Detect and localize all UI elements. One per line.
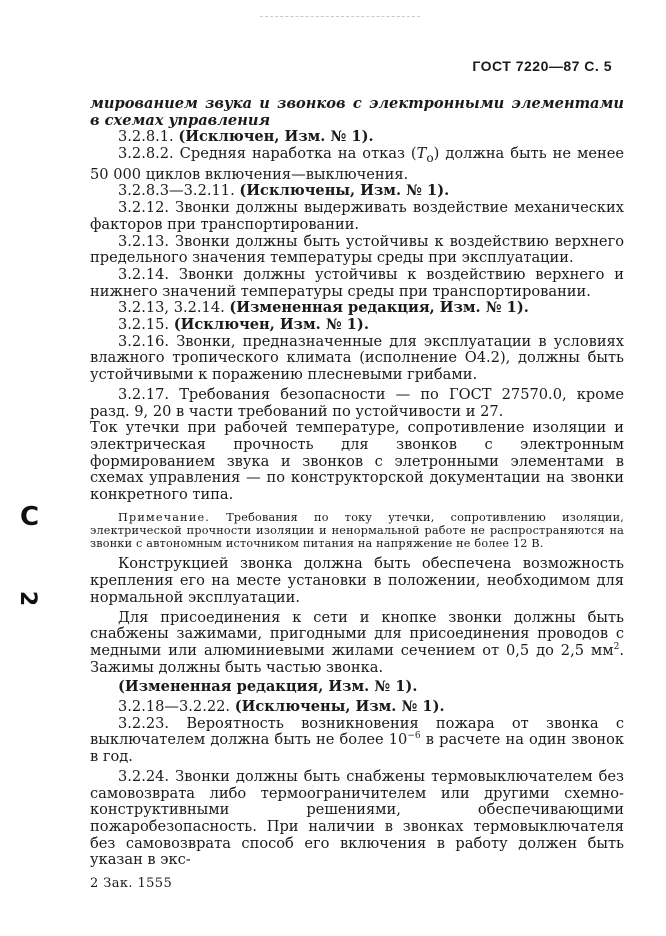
clause-number: 3.2.8.3—3.2.11. [118,182,235,200]
amendment-note: (Исключены, Изм. № 1). [239,182,450,200]
note [90,511,624,551]
clause-3-2-17: 3.2.17. Требования безопасности — по ГОСТ 27570.0, кроме разд. 9, 20 в части требований по устойчивости и 27. [90,385,624,420]
symbol-t: T [416,145,427,163]
clause-3-2-8-3 [90,183,624,200]
terminals-text: Для присоединения к сети и кнопке звонки должны быть снабжены зажимами, пригодными для присоединения проводов с медными или алюминиевыми жилами сечением от 0,5 до 2,5 мм [90,608,624,659]
scan-edge-line [260,16,420,17]
clause-3-2-13-14-amend [90,300,624,317]
clause-text: 3.2.23. Вероятность возникновения пожара от звонка с выключателем должна быть не более 10 [90,714,624,749]
clause-3-2-14: 3.2.14. Звонки должны устойчивы к воздействию верхнего и нижнего значений температуры среды при транспортировании. [90,265,624,300]
amendment-note: (Исключены, Изм. № 1). [234,698,445,716]
page-footer: 2 Зак. 1555 [90,876,173,891]
clause-number: 3.2.15. [118,316,170,334]
terminals-paragraph [90,610,624,677]
margin-mark-c: С [20,502,40,532]
amendment-note: (Измененная редакция, Изм. № 1). [118,678,418,696]
exponent: −6 [407,731,421,742]
amendment-note: (Исключен, Изм. № 1). [173,316,369,334]
clause-number: 3.2.8.1. [118,128,174,146]
unit-superscript: 2 [613,642,620,653]
amendment-note: (Исключен, Изм. № 1). [178,128,374,146]
clause-3-2-24: 3.2.24. Звонки должны быть снабжены термовыключателем без самовозврата либо термоограничителем или другими схемно-конструктивными решениями, обеспечивающими пожаробезопасность. При наличии в звонках термовыключателя без самовозврата способ его включения в работу должен быть указан в экс- [90,767,624,869]
margin-mark-2: 2 [15,590,41,607]
clause-3-2-16: 3.2.16. Звонки, предназначенные для эксплуатации в условиях влажного тропического климата (исполнение О4.2), должны быть устойчивыми к поражению плесневыми грибами. [90,332,624,384]
clause-text-end: ) должна быть не менее 50 000 циклов включения—выключения. [90,145,624,183]
clause-number: 3.2.13, 3.2.14. [118,299,225,317]
clause-3-2-12: 3.2.12. Звонки должны выдерживать воздействие механических факторов при транспортировании. [90,199,624,233]
clause-3-2-15 [90,317,624,334]
terminals-text-end: . Зажимы должны быть частью звонка. [90,641,624,676]
clause-text: 3.2.8.2. Средняя наработка на отказ ( [118,145,417,163]
leakage-current-paragraph: Ток утечки при рабочей температуре, сопротивление изоляции и электрическая прочность для звонков с электронным формированием звука и звонков с элетронными элементами в схемах управления — по конструкторской документации на звонки конкретного типа. [90,419,624,504]
paragraph-continuation: мированием звука и звонков с электронными элементами в схемах управления [90,95,624,129]
clause-number: 3.2.18—3.2.22. [118,698,231,716]
mounting-paragraph: Конструкцией звонка должна быть обеспечена возможность крепления его на месте установки в положении, необходимом для нормальной эксплуатации. [90,555,624,606]
page-header: ГОСТ 7220—87 С. 5 [472,58,612,74]
clause-3-2-23 [90,716,624,766]
clause-3-2-13: 3.2.13. Звонки должны быть устойчивы к воздействию верхнего предельного значения температуры среды при эксплуатации. [90,232,624,267]
symbol-subscript: о [426,151,434,166]
clause-text-end: в расчете на один звонок в год. [90,731,624,766]
body-text [90,96,624,869]
clause-3-2-18-22 [90,699,624,716]
note-text: Требования по току утечки, сопротивлению изоляции, электрической прочности изоляции и ненормальной работе не распространяются на звонки с автономным источником питания на напряжение не более 12 В. [90,510,624,551]
clause-3-2-8-1 [90,129,624,146]
clause-3-2-8-2 [90,146,624,183]
amendment-note: (Измененная редакция, Изм. № 1). [229,299,529,317]
note-label: Примечание. [118,510,211,524]
